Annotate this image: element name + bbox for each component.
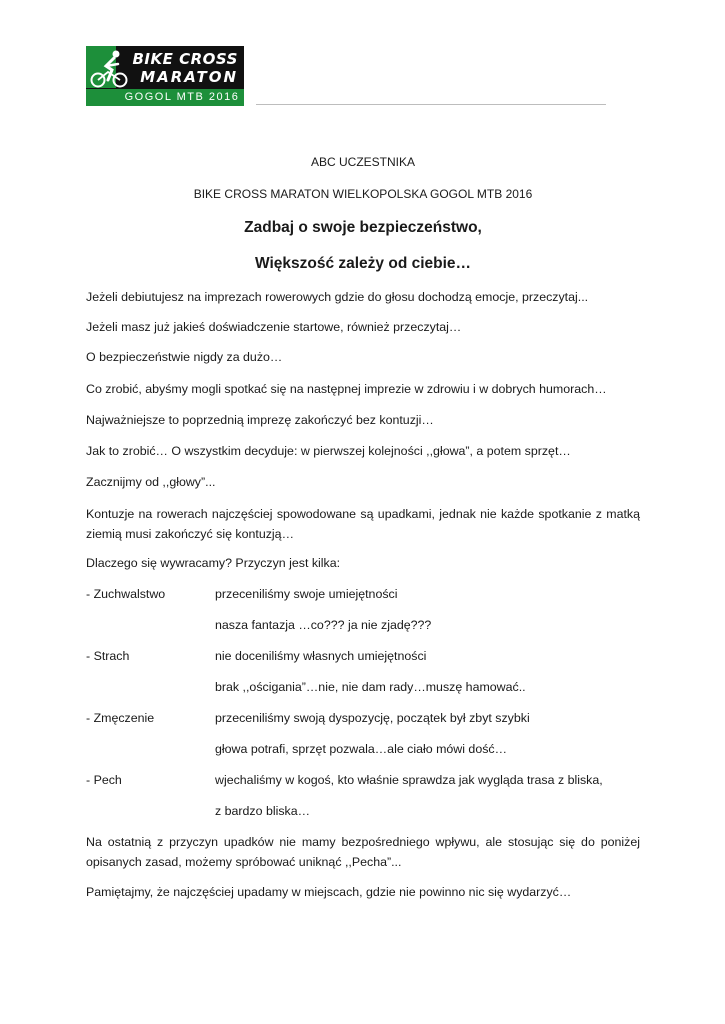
- reason-label: - Strach: [86, 649, 130, 663]
- paragraph: Kontuzje na rowerach najczęściej spowodowane są upadkami, jednak nie każde spotkanie z matką ziemią musi zakończyć się kontuzją…: [86, 507, 640, 541]
- logo-text-line3: GOGOL MTB 2016: [120, 89, 244, 106]
- reason-text: z bardzo bliska…: [215, 804, 311, 818]
- reason-label: - Pech: [86, 773, 122, 787]
- reason-text: brak ,,ościgania”…nie, nie dam rady…muszę hamować..: [215, 680, 526, 694]
- paragraph: Dlaczego się wywracamy? Przyczyn jest kilka:: [86, 556, 341, 570]
- reason-text: nie doceniliśmy własnych umiejętności: [215, 649, 427, 663]
- logo-text-line2: MARATON: [140, 68, 238, 86]
- paragraph: Jak to zrobić… O wszystkim decyduje: w pierwszej kolejności ,,głowa”, a potem sprzęt…: [86, 444, 571, 458]
- paragraph: O bezpieczeństwie nigdy za dużo…: [86, 350, 283, 364]
- reason-text: przeceniliśmy swoją dyspozycję, początek był zbyt szybki: [215, 711, 530, 725]
- reason-label: - Zmęczenie: [86, 711, 155, 725]
- reason-text: wjechaliśmy w kogoś, kto właśnie sprawdza jak wygląda trasa z bliska,: [215, 773, 603, 787]
- paragraph: Na ostatnią z przyczyn upadków nie mamy bezpośredniego wpływu, ale stosując się do poniżej opisanych zasad, możemy spróbować uniknąć ,,Pecha”...: [86, 835, 640, 869]
- event-logo: [86, 46, 244, 106]
- reason-text: przeceniliśmy swoje umiejętności: [215, 587, 398, 601]
- reason-label: - Zuchwalstwo: [86, 587, 166, 601]
- event-heading: BIKE CROSS MARATON WIELKOPOLSKA GOGOL MTB 2016: [193, 187, 533, 201]
- paragraph: Najważniejsze to poprzednią imprezę zakończyć bez kontuzji…: [86, 413, 434, 427]
- logo-text-line1: BIKE CROSS: [132, 50, 238, 68]
- section-heading: ABC UCZESTNIKA: [310, 155, 415, 169]
- reason-text: głowa potrafi, sprzęt pozwala…ale ciało mówi dość…: [215, 742, 507, 756]
- reason-text: nasza fantazja …co??? ja nie zjadę???: [215, 618, 432, 632]
- paragraph: Zacznijmy od ,,głowy”...: [86, 475, 216, 489]
- paragraph: Jeżeli masz już jakieś doświadczenie startowe, również przeczytaj…: [86, 320, 462, 334]
- logo-green-corner: [86, 89, 120, 106]
- paragraph: Co zrobić, abyśmy mogli spotkać się na następnej imprezie w zdrowiu i w dobrych humorach…: [86, 382, 607, 396]
- page-subtitle: Większość zależy od ciebie…: [254, 255, 472, 272]
- paragraph: Jeżeli debiutujesz na imprezach rowerowych gdzie do głosu dochodzą emocje, przeczytaj...: [86, 290, 589, 304]
- header-divider: [256, 104, 606, 105]
- paragraph: Pamiętajmy, że najczęściej upadamy w miejscach, gdzie nie powinno nic się wydarzyć…: [86, 885, 572, 899]
- page-title: Zadbaj o swoje bezpieczeństwo,: [244, 219, 482, 236]
- cyclist-icon: [86, 48, 130, 88]
